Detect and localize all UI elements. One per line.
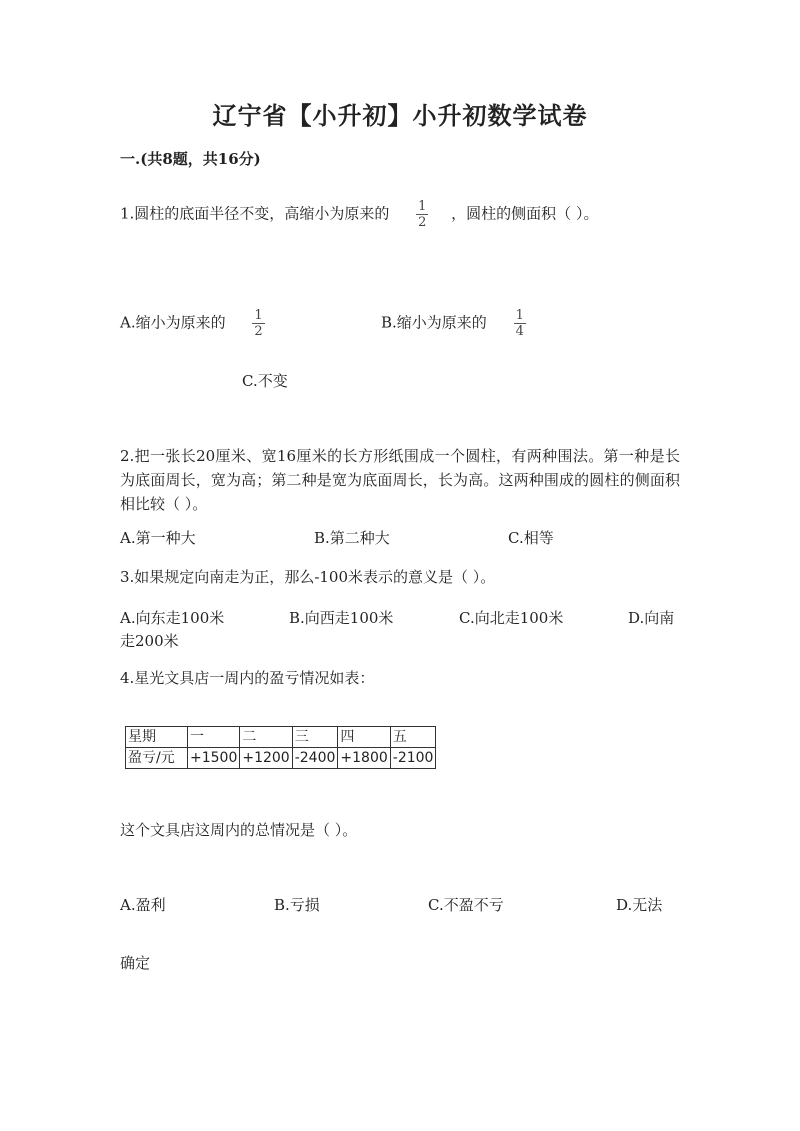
q1-stem — [120, 199, 598, 230]
q1-stem-pre: 1.圆柱的底面半径不变，高缩小为原来的 — [120, 204, 390, 223]
q4-question: 这个文具店这周内的总情况是（ ）。 — [120, 821, 358, 839]
profit-loss-table — [125, 726, 436, 769]
q1-option-b-fraction — [514, 308, 526, 339]
q1-fraction — [416, 199, 428, 230]
table-header-row — [126, 727, 436, 748]
q4-option-d: D.无法 — [616, 896, 663, 914]
table-cell: 一 — [188, 727, 240, 748]
table-cell: 二 — [240, 727, 292, 748]
table-cell: -2400 — [292, 748, 338, 769]
table-cell: +1500 — [188, 748, 240, 769]
section-heading: 一.(共8题，共16分) — [120, 150, 261, 168]
q4-option-d-cont: 确定 — [120, 954, 151, 972]
table-cell: +1800 — [338, 748, 390, 769]
q1-fraction-den: 2 — [418, 215, 427, 230]
q1-option-b-den: 4 — [515, 324, 524, 339]
q4-option-c: C.不盈不亏 — [428, 896, 504, 914]
q1-fraction-num: 1 — [418, 199, 427, 214]
q3-option-b: B.向西走100米 — [289, 609, 394, 627]
q1-option-a-den: 2 — [254, 324, 263, 339]
q3-option-d-cont: 走200米 — [120, 632, 179, 650]
q2-option-c: C.相等 — [508, 529, 554, 547]
q3-stem: 3.如果规定向南走为正，那么-100米表示的意义是（ ）。 — [120, 568, 496, 586]
q4-option-a: A.盈利 — [120, 896, 166, 914]
page-title: 辽宁省【小升初】小升初数学试卷 — [212, 101, 588, 130]
table-cell: 四 — [338, 727, 390, 748]
table-cell: 星期 — [126, 727, 188, 748]
q1-option-a — [120, 308, 265, 339]
table-cell: 三 — [292, 727, 338, 748]
q2-stem: 2.把一张长20厘米、宽16厘米的长方形纸围成一个圆柱，有两种围法。第一种是长为底面周长，宽为高；第二种是宽为底面周长，长为高。这两种围成的圆柱的侧面积相比较（ ）。 — [120, 447, 680, 513]
table-cell: 盈亏/元 — [126, 748, 188, 769]
q4-option-b: B.亏损 — [274, 896, 320, 914]
table-row — [126, 748, 436, 769]
q1-option-b — [381, 308, 526, 339]
table-cell: 五 — [390, 727, 436, 748]
q1-option-a-num: 1 — [254, 308, 263, 323]
table-cell: +1200 — [240, 748, 292, 769]
q3-option-c: C.向北走100米 — [459, 609, 564, 627]
q2-option-a: A.第一种大 — [120, 529, 196, 547]
q1-option-a-fraction — [252, 308, 264, 339]
table-cell: -2100 — [390, 748, 436, 769]
q1-option-c: C.不变 — [242, 372, 288, 390]
q1-option-b-label: B.缩小为原来的 — [381, 313, 487, 332]
q3-option-a: A.向东走100米 — [120, 609, 225, 627]
q1-option-b-num: 1 — [515, 308, 524, 323]
q1-stem-post: ，圆柱的侧面积（ ）。 — [451, 204, 599, 223]
q2-option-b: B.第二种大 — [314, 529, 390, 547]
q3-option-d: D.向南 — [628, 609, 675, 627]
q4-stem: 4.星光文具店一周内的盈亏情况如表： — [120, 669, 375, 687]
q1-option-a-label: A.缩小为原来的 — [120, 313, 226, 332]
